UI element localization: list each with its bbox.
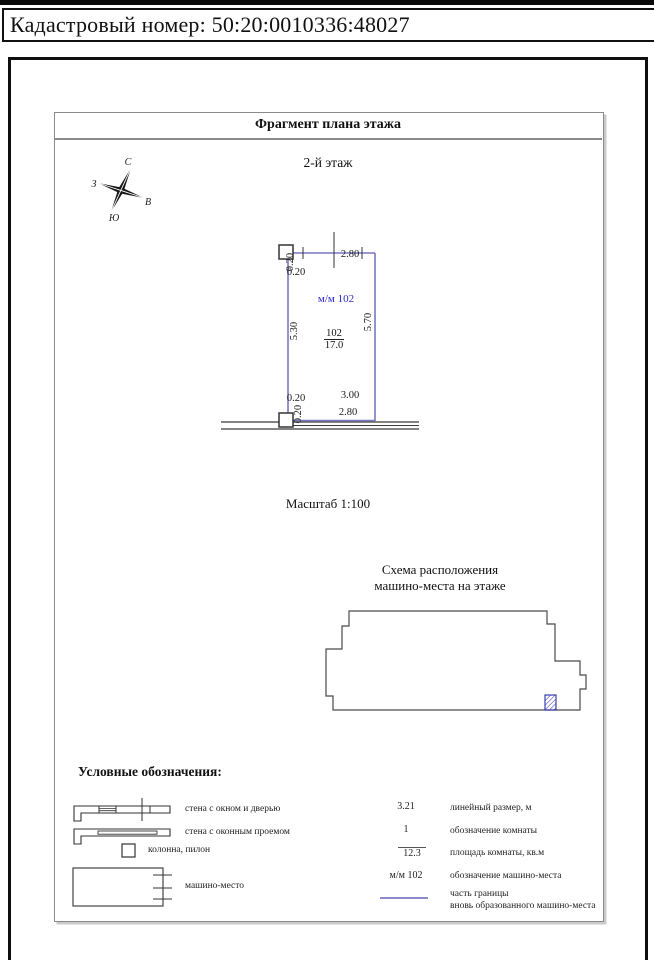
parking-space-label: м/м 102 bbox=[317, 293, 355, 305]
floor-outline-schema bbox=[315, 600, 607, 720]
legend-sym-room-designation: 1 bbox=[403, 824, 409, 835]
cadastral-number-box bbox=[2, 8, 654, 42]
dim-top-offset-horiz: 0.20 bbox=[286, 267, 306, 278]
compass-east-label: В bbox=[144, 197, 152, 208]
room-area: 17.0 bbox=[324, 340, 344, 351]
room-number: 102 bbox=[326, 328, 342, 339]
dim-bottom-inner: 3.00 bbox=[340, 390, 360, 401]
schema-title bbox=[320, 562, 560, 594]
boundary-line-icon bbox=[380, 897, 428, 899]
legend-item-column-pylon: колонна, пилон bbox=[148, 845, 211, 855]
legend-item-wall-window-door: стена с окном и дверью bbox=[185, 804, 281, 814]
scale-label: Масштаб 1:100 bbox=[285, 496, 371, 511]
parking-spot-hatch bbox=[545, 695, 556, 710]
legend-item-boundary-line2: вновь образованного машино-места bbox=[450, 901, 596, 911]
dim-top-width: 2.80 bbox=[340, 249, 360, 260]
cadastral-number-text: Кадастровый номер: 50:20:0010336:48027 bbox=[10, 12, 410, 37]
compass-icon bbox=[86, 146, 158, 230]
schema-title-line1: Схема расположения bbox=[381, 562, 499, 577]
column-icon-bottom bbox=[279, 413, 293, 427]
column-pylon-icon bbox=[122, 844, 135, 857]
legend-sym-room-area: 12.3 bbox=[398, 847, 426, 859]
compass-south-label: Ю bbox=[108, 213, 120, 224]
dim-bottom-width: 2.80 bbox=[338, 407, 358, 418]
wall-window-door-icon bbox=[74, 806, 170, 821]
plan-sheet-header bbox=[54, 112, 602, 140]
page-title: Фрагмент плана этажа bbox=[255, 117, 401, 132]
legend-sym-parking-designation: м/м 102 bbox=[389, 870, 423, 881]
legend-item-parking-designation: обозначение машино-места bbox=[450, 871, 562, 881]
legend-item-room-area: площадь комнаты, кв.м bbox=[450, 848, 545, 858]
legend-item-wall-window-opening: стена с оконным проемом bbox=[185, 827, 290, 837]
compass-north-label: С bbox=[124, 157, 132, 168]
dim-top-offset-vert: 0.20 bbox=[285, 252, 296, 272]
legend-item-boundary-line1: часть границы bbox=[450, 889, 509, 899]
compass-west-label: З bbox=[91, 179, 97, 190]
dim-bottom-offset-vert: 0.20 bbox=[293, 404, 304, 424]
top-border-bar bbox=[0, 0, 654, 5]
dim-left-height: 5.30 bbox=[289, 321, 300, 341]
legend-sym-linear-size: 3.21 bbox=[397, 801, 415, 812]
parking-place-icon bbox=[73, 868, 163, 906]
room-number-area bbox=[314, 328, 354, 351]
dim-bottom-offset-horiz: 0.20 bbox=[286, 393, 306, 404]
schema-title-line2: машино-места на этаже bbox=[374, 578, 506, 593]
legend-item-room-designation: обозначение комнаты bbox=[450, 826, 538, 836]
floor-label: 2-й этаж bbox=[303, 155, 353, 170]
dim-right-height: 5.70 bbox=[363, 312, 374, 332]
legend-item-parking-place: машино-место bbox=[185, 881, 245, 891]
legend-heading: Условные обозначения: bbox=[78, 764, 222, 779]
legend-item-linear-size: линейный размер, м bbox=[450, 803, 532, 813]
